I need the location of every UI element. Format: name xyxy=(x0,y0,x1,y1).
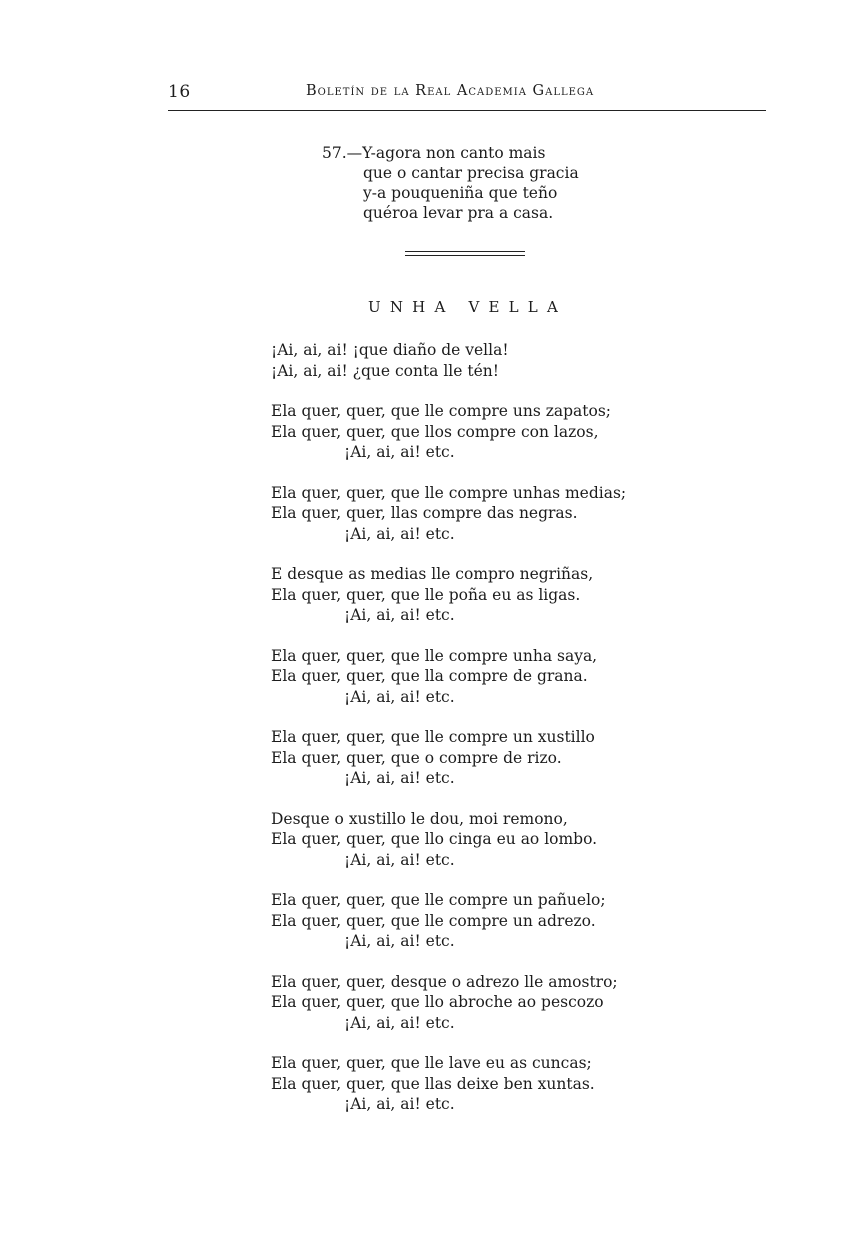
verse-line: Ela quer, quer, que lle lave eu as cuncas; xyxy=(271,1054,592,1072)
verse-line: ¡Ai, ai, ai! ¿que conta lle tén! xyxy=(271,361,499,380)
verse-line: Ela quer, quer, que llo cinga eu ao lombo. xyxy=(271,830,598,848)
refrain-line: ¡Ai, ai, ai! etc. xyxy=(344,1095,455,1113)
refrain-line: ¡Ai, ai, ai! etc. xyxy=(344,1013,455,1032)
divider-rule xyxy=(405,251,525,252)
refrain-line: ¡Ai, ai, ai! etc. xyxy=(344,524,455,543)
verse-line: y-a pouqueniña que teño xyxy=(363,184,558,202)
verse-line: Ela quer, quer, que lle compre un pañuelo; xyxy=(271,891,606,909)
header-rule xyxy=(168,110,766,111)
poem-stanza xyxy=(271,727,626,789)
verse-line: Ela quer, quer, desque o adrezo lle amostro; xyxy=(271,972,618,991)
verse-line: Ela quer, quer, que lla compre de grana. xyxy=(271,667,588,685)
verse-line: Ela quer, quer, que llos compre con lazos, xyxy=(271,422,599,441)
poem-stanza xyxy=(271,564,626,626)
refrain-line: ¡Ai, ai, ai! etc. xyxy=(344,443,455,461)
page-number: 16 xyxy=(168,82,191,102)
verse-line: ¡Ai, ai, ai! ¡que diaño de vella! xyxy=(271,341,509,359)
divider-rule xyxy=(405,255,525,256)
verse-line: Ela quer, quer, que lle compre un xustillo xyxy=(271,728,595,746)
poem-stanza xyxy=(271,340,626,381)
poem-body xyxy=(271,340,626,1135)
verse-line: Ela quer, quer, que llo abroche ao pescozo xyxy=(271,993,604,1011)
verse-line: 57.—Y-agora non canto mais xyxy=(322,144,546,162)
verse-line: quéroa levar pra a casa. xyxy=(363,204,554,222)
running-head: Boletín de la Real Academia Gallega xyxy=(306,83,595,99)
verse-line: Ela quer, quer, llas compre das negras. xyxy=(271,504,578,522)
refrain-line: ¡Ai, ai, ai! etc. xyxy=(344,850,455,869)
poem-title: UNHA VELLA xyxy=(368,298,567,316)
verse-line: Ela quer, quer, que lle poña eu as ligas. xyxy=(271,585,581,604)
poem-stanza xyxy=(271,972,626,1034)
poem-stanza xyxy=(271,890,626,952)
verse-line: Ela quer, quer, que llas deixe ben xuntas. xyxy=(271,1074,595,1093)
verse-line: que o cantar precisa gracia xyxy=(363,164,579,182)
verse-line: Ela quer, quer, que lle compre un adrezo. xyxy=(271,911,596,930)
stanza-57 xyxy=(322,143,579,223)
section-divider xyxy=(405,251,525,257)
verse-line: Desque o xustillo le dou, moi remono, xyxy=(271,809,568,828)
verse-line: Ela quer, quer, que o compre de rizo. xyxy=(271,748,562,767)
verse-line: Ela quer, quer, que lle compre uns zapatos; xyxy=(271,402,612,420)
page-header xyxy=(168,80,768,104)
poem-stanza xyxy=(271,1053,626,1115)
poem-stanza xyxy=(271,483,626,545)
refrain-line: ¡Ai, ai, ai! etc. xyxy=(344,687,455,706)
refrain-line: ¡Ai, ai, ai! etc. xyxy=(344,932,455,950)
refrain-line: ¡Ai, ai, ai! etc. xyxy=(344,769,455,787)
verse-line: Ela quer, quer, que lle compre unha saya, xyxy=(271,646,598,665)
verse-line: Ela quer, quer, que lle compre unhas medias; xyxy=(271,483,627,502)
refrain-line: ¡Ai, ai, ai! etc. xyxy=(344,606,455,624)
poem-stanza xyxy=(271,646,626,708)
poem-stanza xyxy=(271,809,626,871)
poem-stanza xyxy=(271,401,626,463)
verse-line: E desque as medias lle compro negriñas, xyxy=(271,565,594,583)
